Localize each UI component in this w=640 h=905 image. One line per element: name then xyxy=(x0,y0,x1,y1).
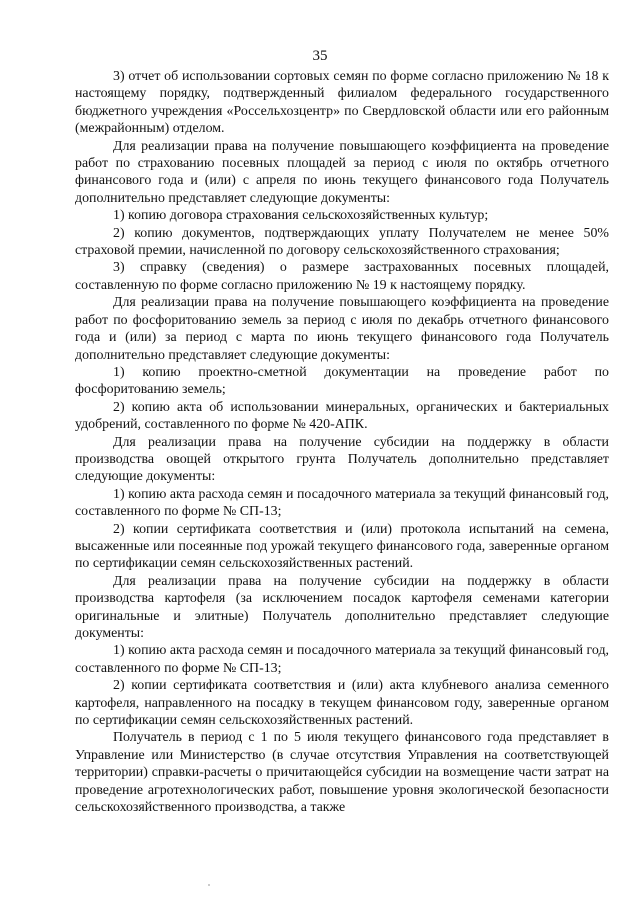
page-number: 35 xyxy=(312,48,328,64)
paragraph-vegetable-subsidy: Для реализации права на получение субсидии на поддержку в области производства овощей открытого грунта Получатель дополнительно представляет следующие документы: xyxy=(75,434,609,485)
list-item-vegetable-certificate: 2) копии сертификата соответствия и (или) протокола испытаний на семена, высаженные или посеянные под урожай текущего финансового года, заверенные органом по сертификации семян сельскохозяйственных растений. xyxy=(75,521,609,572)
paragraph-sort-seed-report: 3) отчет об использовании сортовых семян по форме согласно приложению № 18 к настоящему порядку, подтвержденный филиалом федерального государственного бюджетного учреждения «Россельхозцентр» по Свердловской области или его районным (межрайонным) отделом. xyxy=(75,69,609,137)
list-item-insurance-contract: 1) копию договора страхования сельскохозяйственных культур; xyxy=(113,208,489,224)
list-item-potato-certificate: 2) копии сертификата соответствия и (или) акта клубневого анализа семенного картофеля, направленного на посадку в текущем финансовом году, заверенные органом по сертификации семян сельскохозяйственных растений. xyxy=(75,678,609,729)
list-item-insured-area-certificate: 3) справку (сведения) о размере застрахованных посевных площадей, составленную по форме согласно приложению № 19 к настоящему порядку. xyxy=(75,260,609,293)
list-item-design-estimate: 1) копию проектно-сметной документации на проведение работ по фосфоритованию земель; xyxy=(75,364,609,398)
document-body xyxy=(75,68,609,816)
paragraph-insurance-coefficient: Для реализации права на получение повышающего коэффициента на проведение работ по страхованию посевных площадей за период с июля по октябрь отчетного финансового года и (или) с апреля по июнь текущего финансового года Получатель дополнительно представляет следующие документы: xyxy=(75,138,609,206)
list-item-premium-payment: 2) копию документов, подтверждающих уплату Получателем не менее 50% страховой премии, начисленной по договору сельскохозяйственного страхования; xyxy=(75,225,609,259)
list-item-potato-seed-act: 1) копию акта расхода семян и посадочного материала за текущий финансовый год, составленного по форме № СП-13; xyxy=(75,643,609,676)
paragraph-potato-subsidy: Для реализации права на получение субсидии на поддержку в области производства картофеля (за исключением посадок картофеля семенами категории оригинальные и элитные) Получатель дополнительно представляет следующие документы: xyxy=(75,573,609,641)
scan-artifact-dot xyxy=(208,884,210,886)
list-item-vegetable-seed-act: 1) копию акта расхода семян и посадочного материала за текущий финансовый год, составленного по форме № СП-13; xyxy=(75,486,609,520)
paragraph-recipient-deadline: Получатель в период с 1 по 5 июля текущего финансового года представляет в Управление или Министерство (в случае отсутствия Управления на соответствующей территории) справки-расчеты о причитающейся субсидии на возмещение части затрат на проведение агротехнологических работ, повышение уровня экологической безопасности сельскохозяйственного производства, а также xyxy=(75,730,609,816)
paragraph-phosphoritization-coefficient: Для реализации права на получение повышающего коэффициента на проведение работ по фосфоритованию земель за период с июля по декабрь отчетного финансового года и (или) за период с марта по июнь текущего финансового года Получатель дополнительно представляет следующие документы: xyxy=(75,295,609,363)
list-item-fertilizer-act: 2) копию акта об использовании минеральных, органических и бактериальных удобрений, составленного по форме № 420-АПК. xyxy=(75,399,609,433)
